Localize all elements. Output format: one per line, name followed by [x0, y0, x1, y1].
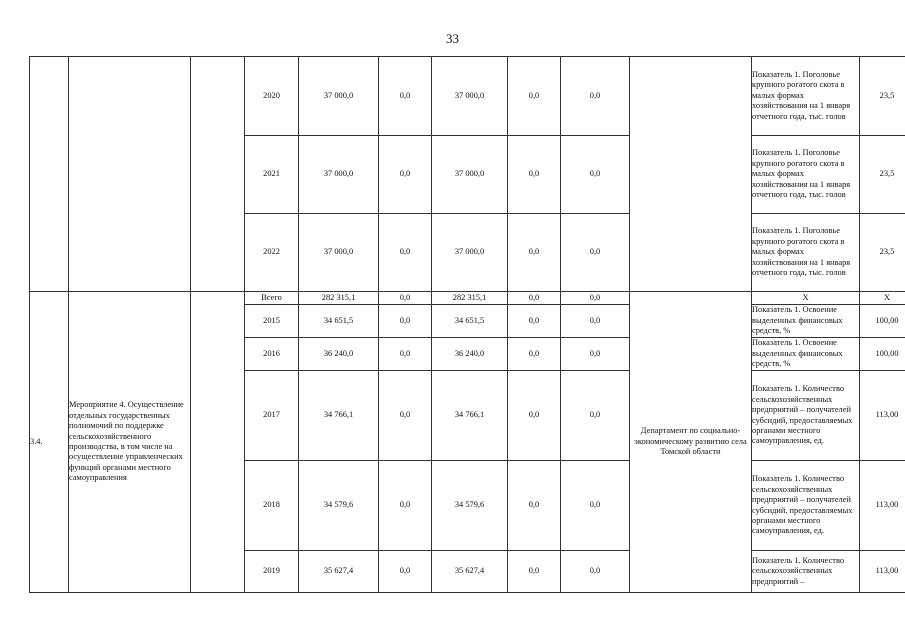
year-cell: 2019 [245, 551, 299, 593]
regional-cell: 35 627,4 [432, 551, 508, 593]
other-cell: 0,0 [561, 338, 630, 371]
total-cell: 37 000,0 [299, 214, 379, 292]
total-cell: 37 000,0 [299, 136, 379, 214]
federal-cell: 0,0 [379, 136, 432, 214]
other-cell: 0,0 [561, 292, 630, 305]
year-cell: 2018 [245, 461, 299, 551]
year-cell: 2015 [245, 305, 299, 338]
federal-cell: 0,0 [379, 338, 432, 371]
regional-cell: 34 579,6 [432, 461, 508, 551]
regional-cell: 34 766,1 [432, 371, 508, 461]
regional-cell: 37 000,0 [432, 136, 508, 214]
measure-description-cell: Мероприятие 4. Осуществление отдельных государственных полномочий по поддержке сельскохозяйственного производства, в том числе на осуществление управленческих функций органами местного самоуправления [69, 292, 191, 593]
federal-cell: 0,0 [379, 292, 432, 305]
year-cell: 2021 [245, 136, 299, 214]
indicator-value-cell: 23,5 [860, 214, 905, 292]
other-cell: 0,0 [561, 136, 630, 214]
indicator-cell: Показатель 1. Поголовье крупного рогатого скота в малых формах хозяйствования на 1 января отчетного года, тыс. голов [752, 214, 860, 292]
local-cell: 0,0 [508, 57, 561, 136]
total-cell: 282 315,1 [299, 292, 379, 305]
indicator-value-cell: 113,00 [860, 551, 905, 593]
federal-cell: 0,0 [379, 371, 432, 461]
local-cell: 0,0 [508, 305, 561, 338]
regional-cell: 37 000,0 [432, 57, 508, 136]
indicator-value-cell: 100,00 [860, 338, 905, 371]
indicator-cell: X [752, 292, 860, 305]
indicator-value-cell: 23,5 [860, 57, 905, 136]
total-cell: 35 627,4 [299, 551, 379, 593]
federal-cell: 0,0 [379, 214, 432, 292]
other-cell: 0,0 [561, 551, 630, 593]
measure-index-cell: 3.4. [30, 292, 69, 593]
year-cell: 2017 [245, 371, 299, 461]
executor-cell: Департамент по социально-экономическому развитию села Томской области [630, 292, 752, 593]
federal-cell: 0,0 [379, 57, 432, 136]
regional-cell: 282 315,1 [432, 292, 508, 305]
total-cell: 34 766,1 [299, 371, 379, 461]
local-cell: 0,0 [508, 214, 561, 292]
indicator-cell: Показатель 1. Поголовье крупного рогатого скота в малых формах хозяйствования на 1 января отчетного года, тыс. голов [752, 57, 860, 136]
total-cell: 34 651,5 [299, 305, 379, 338]
spacer-cell [191, 57, 245, 292]
indicator-cell: Показатель 1. Освоение выделенных финансовых средств, % [752, 305, 860, 338]
program-table-frame [29, 56, 899, 601]
local-cell: 0,0 [508, 551, 561, 593]
total-cell: 36 240,0 [299, 338, 379, 371]
spacer-cell [191, 292, 245, 593]
indicator-value-cell: X [860, 292, 905, 305]
year-cell: 2016 [245, 338, 299, 371]
indicator-cell: Показатель 1. Количество сельскохозяйственных предприятий – [752, 551, 860, 593]
federal-cell: 0,0 [379, 461, 432, 551]
indicator-value-cell: 23,5 [860, 136, 905, 214]
table-row [30, 292, 905, 305]
other-cell: 0,0 [561, 57, 630, 136]
indicator-value-cell: 113,00 [860, 461, 905, 551]
local-cell: 0,0 [508, 136, 561, 214]
other-cell: 0,0 [561, 461, 630, 551]
index-cell-empty [30, 57, 69, 292]
executor-cell-empty [630, 57, 752, 292]
local-cell: 0,0 [508, 338, 561, 371]
table-row [30, 57, 905, 136]
regional-cell: 36 240,0 [432, 338, 508, 371]
indicator-cell: Показатель 1. Освоение выделенных финансовых средств, % [752, 338, 860, 371]
indicator-cell: Показатель 1. Поголовье крупного рогатого скота в малых формах хозяйствования на 1 января отчетного года, тыс. голов [752, 136, 860, 214]
other-cell: 0,0 [561, 214, 630, 292]
federal-cell: 0,0 [379, 551, 432, 593]
page-number: 33 [446, 31, 459, 46]
year-cell: 2022 [245, 214, 299, 292]
local-cell: 0,0 [508, 461, 561, 551]
description-cell-empty [69, 57, 191, 292]
year-cell: 2020 [245, 57, 299, 136]
other-cell: 0,0 [561, 305, 630, 338]
local-cell: 0,0 [508, 371, 561, 461]
local-cell: 0,0 [508, 292, 561, 305]
total-cell: 37 000,0 [299, 57, 379, 136]
indicator-value-cell: 100,00 [860, 305, 905, 338]
total-cell: 34 579,6 [299, 461, 379, 551]
program-table [29, 56, 905, 593]
year-cell: Всего [245, 292, 299, 305]
regional-cell: 34 651,5 [432, 305, 508, 338]
indicator-value-cell: 113,00 [860, 371, 905, 461]
indicator-cell: Показатель 1. Количество сельскохозяйственных предприятий – получателей субсидий, предоставляемых органами местного самоуправления, ед. [752, 371, 860, 461]
regional-cell: 37 000,0 [432, 214, 508, 292]
indicator-cell: Показатель 1. Количество сельскохозяйственных предприятий – получателей субсидий, предоставляемых органами местного самоуправления, ед. [752, 461, 860, 551]
other-cell: 0,0 [561, 371, 630, 461]
federal-cell: 0,0 [379, 305, 432, 338]
